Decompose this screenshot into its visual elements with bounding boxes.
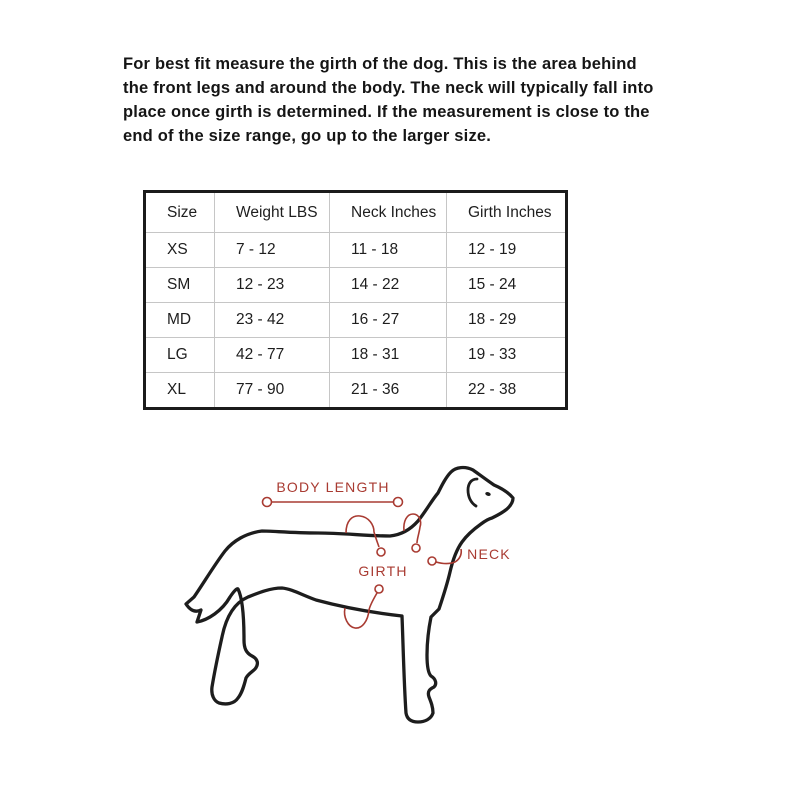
cell-weight: 23 - 42 [215,303,330,338]
cell-size: MD [145,303,215,338]
column-header-size: Size [145,192,215,233]
dog-diagram-svg [170,445,550,765]
body-length-endpoint-left [263,498,272,507]
dog-ear-line [468,479,477,506]
neck-label: NECK [467,546,511,562]
neck-circle-upper [412,544,420,552]
table-row [145,373,567,409]
cell-neck: 11 - 18 [330,233,447,268]
dog-eye-dot [485,491,492,496]
cell-weight: 42 - 77 [215,338,330,373]
table-header-row [145,192,567,233]
table-row [145,233,567,268]
girth-bottom-circle [375,585,383,593]
fit-instructions-line: end of the size range, go up to the larger size. [123,127,492,145]
size-chart-table [143,190,568,410]
cell-girth: 15 - 24 [447,268,567,303]
cell-neck: 21 - 36 [330,373,447,409]
cell-size: LG [145,338,215,373]
cell-neck: 18 - 31 [330,338,447,373]
cell-size: SM [145,268,215,303]
girth-label: GIRTH [358,563,408,579]
neck-annotation [404,514,511,565]
fit-instructions-line: For best fit measure the girth of the dog. This is the area behind [123,55,637,73]
body-length-label: BODY LENGTH [276,479,390,495]
girth-top-arc [346,516,379,547]
table-row [145,338,567,373]
dog-outline [186,468,513,722]
column-header-weight: Weight LBS [215,192,330,233]
cell-girth: 12 - 19 [447,233,567,268]
body-length-annotation [263,479,403,507]
body-length-endpoint-right [394,498,403,507]
cell-size: XS [145,233,215,268]
cell-weight: 12 - 23 [215,268,330,303]
fit-instructions [123,52,654,148]
cell-neck: 14 - 22 [330,268,447,303]
fit-instructions-line: place once girth is determined. If the measurement is close to the [123,103,650,121]
cell-size: XL [145,373,215,409]
dog-measurement-diagram [170,445,550,765]
dog-mouth-line [491,511,505,518]
cell-girth: 22 - 38 [447,373,567,409]
neck-circle-lower [428,557,436,565]
girth-top-circle [377,548,385,556]
cell-neck: 16 - 27 [330,303,447,338]
cell-girth: 18 - 29 [447,303,567,338]
table-row [145,268,567,303]
column-header-neck: Neck Inches [330,192,447,233]
cell-weight: 77 - 90 [215,373,330,409]
cell-weight: 7 - 12 [215,233,330,268]
fit-instructions-line: the front legs and around the body. The neck will typically fall into [123,79,654,97]
column-header-girth: Girth Inches [447,192,567,233]
table-row [145,303,567,338]
cell-girth: 19 - 33 [447,338,567,373]
